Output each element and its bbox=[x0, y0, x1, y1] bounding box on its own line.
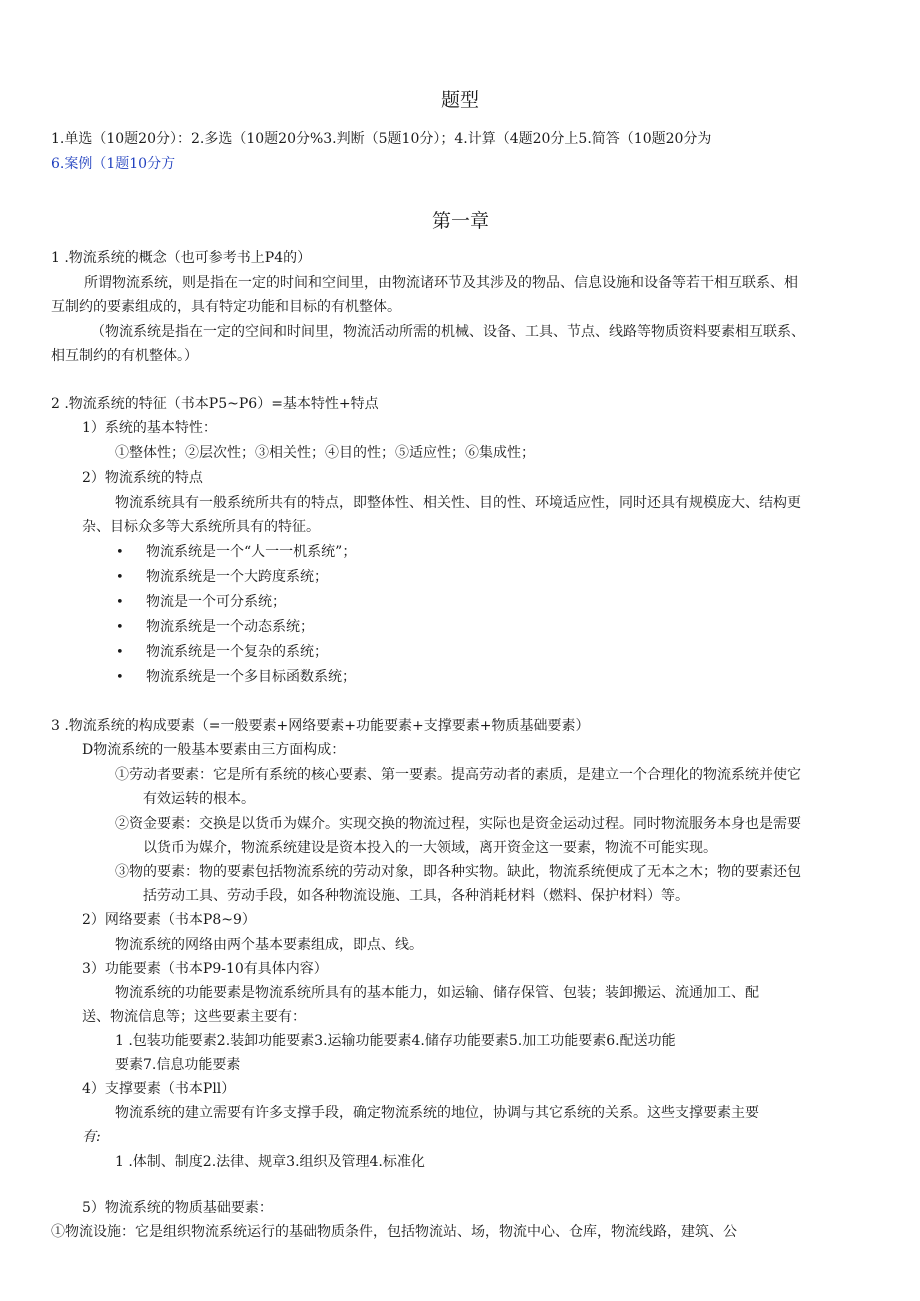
list-item: 物流系统是一个大跨度系统； bbox=[146, 569, 328, 585]
section-3-heading: 3 .物流系统的构成要素（=一般要素+网络要素+功能要素+支撑要素+物质基础要素） bbox=[51, 718, 590, 734]
capital-element-line-b: 以货币为媒介，物流系统建设是资本投入的一大领域，离开资金这一要素，物流不可能实现。 bbox=[143, 840, 717, 856]
section-1-para-1a: 所谓物流系统，则是指在一定的时间和空间里，由物流诸环节及其涉及的物品、信息设施和设备等若干相互联系、相 bbox=[84, 275, 798, 291]
section-3-sub-3: 3）功能要素（书本P9-10有具体内容） bbox=[82, 961, 328, 977]
support-text-1: 物流系统的建立需要有许多支撑手段，确定物流系统的地位，协调与其它系统的关系。这些支撑要素主要 bbox=[115, 1105, 759, 1121]
function-text-2: 送、物流信息等；这些要素主要有： bbox=[82, 1009, 306, 1025]
question-types-line-1: 1.单选（10题20分）：2.多选（10题20分%3.判断（5题10分）；4.计算（4题20分上5.简答（10题20分为 bbox=[51, 131, 712, 147]
section-3-sub-5: 5）物流系统的物质基础要素： bbox=[82, 1200, 273, 1216]
material-element-line-a: ③物的要素：物的要素包括物流系统的劳动对象，即各种实物。缺此，物流系统便成了无本之木；物的要素还包 bbox=[115, 864, 801, 880]
list-item: 物流系统是一个“人一一机系统”； bbox=[146, 544, 357, 560]
bullet-marker: • bbox=[116, 620, 124, 635]
section-2-para-1b: 杂、目标众多等大系统所具有的特征。 bbox=[82, 519, 320, 535]
bullet-marker: • bbox=[116, 570, 124, 585]
function-text-1: 物流系统的功能要素是物流系统所具有的基本能力，如运输、储存保管、包装；装卸搬运、流通加工、配 bbox=[115, 985, 759, 1001]
section-2-para-1a: 物流系统具有一般系统所共有的特点，即整体性、相关性、目的性、环境适应性，同时还具有规模庞大、结构更 bbox=[115, 495, 801, 511]
list-item: 物流系统是一个动态系统； bbox=[146, 619, 314, 635]
support-text-2: 有: bbox=[82, 1129, 101, 1145]
section-1-heading: 1 .物流系统的概念（也可参考书上P4的） bbox=[51, 250, 312, 266]
function-list-2: 要素7.信息功能要素 bbox=[115, 1057, 241, 1073]
labor-element-line-a: ①劳动者要素：它是所有系统的核心要素、第一要素。提高劳动者的素质，是建立一个合理化的物流系统并使它 bbox=[115, 767, 801, 783]
function-list-1: 1 .包装功能要素2.装卸功能要素3.运输功能要素4.储存功能要素5.加工功能要素6.配送功能 bbox=[115, 1033, 676, 1049]
chapter-title: 第一章 bbox=[432, 210, 490, 232]
section-2-heading: 2 .物流系统的特征（书本P5~P6）=基本特性+特点 bbox=[51, 396, 379, 412]
section-1-para-1b: 互制约的要素组成的，具有特定功能和目标的有机整体。 bbox=[51, 299, 401, 315]
list-item: 物流系统是一个多目标函数系统； bbox=[146, 669, 356, 685]
material-element-line-b: 括劳动工具、劳动手段，如各种物流设施、工具，各种消耗材料（燃料、保护材料）等。 bbox=[143, 888, 689, 904]
labor-element-line-b: 有效运转的根本。 bbox=[143, 791, 255, 807]
section-1-para-2b: 相互制约的有机整体。） bbox=[51, 348, 198, 364]
bullet-marker: • bbox=[116, 670, 124, 685]
list-item: 物流系统是一个复杂的系统； bbox=[146, 644, 328, 660]
support-list: 1 .体制、制度2.法律、规章3.组织及管理4.标准化 bbox=[115, 1154, 425, 1170]
question-types-title: 题型 bbox=[441, 89, 480, 111]
section-1-para-2a: （物流系统是指在一定的空间和时间里，物流活动所需的机械、设备、工具、节点、线路等物质资料要素相互联系、 bbox=[91, 324, 805, 340]
section-3-sub-1: D物流系统的一般基本要素由三方面构成： bbox=[82, 742, 346, 758]
section-2-sub-1: 1）系统的基本特性： bbox=[82, 420, 217, 436]
material-basis-text: ①物流设施：它是组织物流系统运行的基础物质条件，包括物流站、场，物流中心、仓库，物流线路，建筑、公 bbox=[51, 1224, 737, 1240]
section-2-traits: ①整体性；②层次性；③相关性；④目的性；⑤适应性；⑥集成性； bbox=[115, 445, 535, 461]
bullet-marker: • bbox=[116, 545, 124, 560]
list-item: 物流是一个可分系统； bbox=[146, 594, 286, 610]
capital-element-line-a: ②资金要素：交换是以货币为媒介。实现交换的物流过程，实际也是资金运动过程。同时物流服务本身也是需要 bbox=[115, 816, 801, 832]
network-text: 物流系统的网络由两个基本要素组成，即点、线。 bbox=[115, 937, 423, 953]
question-types-line-2: 6.案例（1题10分方 bbox=[51, 156, 176, 172]
section-3-sub-4: 4）支撑要素（书本Pll） bbox=[82, 1081, 236, 1097]
section-2-sub-2: 2）物流系统的特点 bbox=[82, 470, 203, 486]
section-3-sub-2: 2）网络要素（书本P8~9） bbox=[82, 912, 256, 928]
bullet-marker: • bbox=[116, 645, 124, 660]
bullet-marker: • bbox=[116, 595, 124, 610]
